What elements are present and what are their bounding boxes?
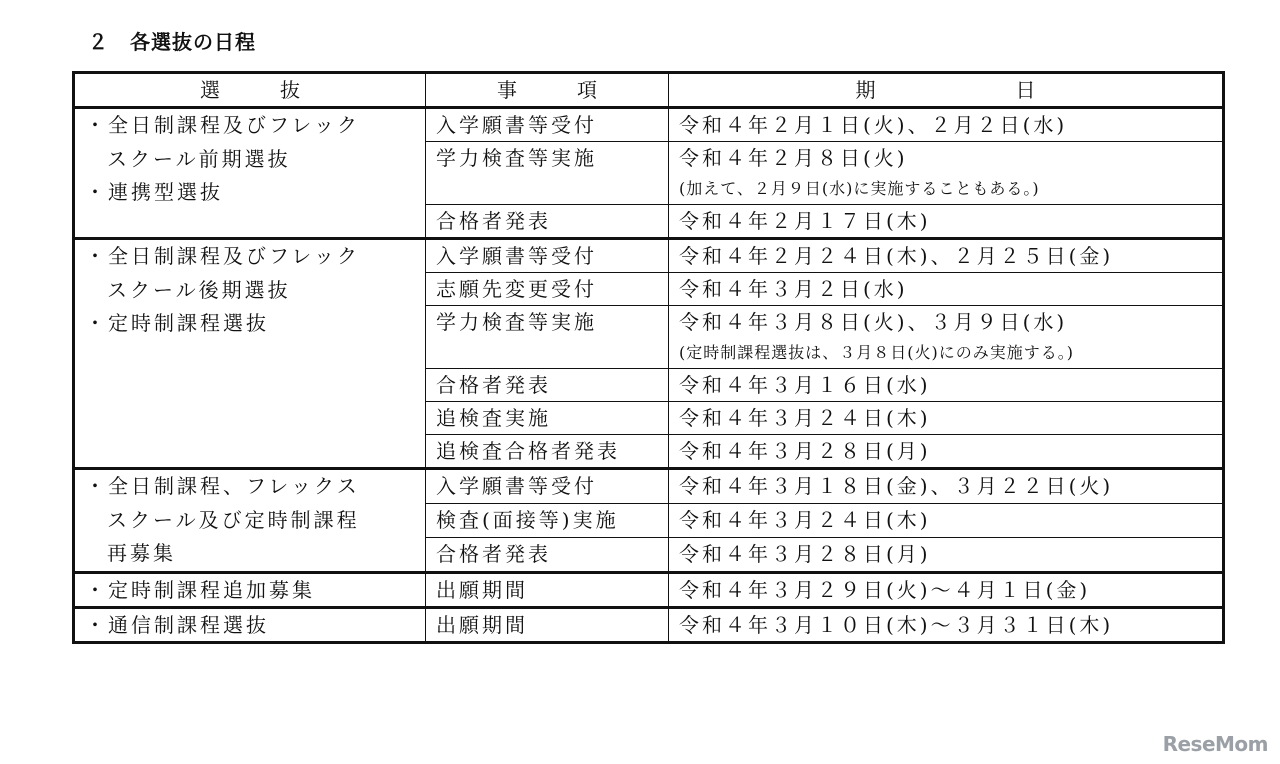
item-cell: 出願期間: [426, 607, 669, 642]
date-note: (加えて、２月９日(水)に実施することもある。): [679, 179, 1040, 198]
item-cell: 出願期間: [426, 572, 669, 607]
resemom-watermark-logo: ReseMom: [1162, 732, 1268, 756]
selection-line: 再募集: [107, 541, 176, 565]
date-cell: 令和４年３月２４日(木): [669, 402, 1224, 435]
header-date: 期 日: [669, 73, 1224, 108]
table-row: [74, 108, 1224, 142]
table-row: [74, 607, 1224, 642]
date-cell: [669, 142, 1224, 205]
table-row: [74, 572, 1224, 607]
date-cell: 令和４年３月２８日(月): [669, 537, 1224, 572]
item-cell: 合格者発表: [426, 205, 669, 239]
date-cell: 令和４年３月１８日(金)、３月２２日(火): [669, 469, 1224, 504]
selection-line: ・全日制課程、フレックス: [85, 474, 360, 498]
selection-line: スクール前期選抜: [107, 146, 291, 171]
selection-line: スクール及び定時制課程: [107, 507, 360, 532]
date-cell: 令和４年３月１６日(水): [669, 369, 1224, 402]
item-cell: 合格者発表: [426, 369, 669, 402]
selection-line: スクール後期選抜: [107, 277, 291, 302]
selection-line: ・定時制課程選抜: [85, 311, 269, 335]
section-heading: ２ 各選抜の日程: [88, 30, 256, 54]
item-cell: 合格者発表: [426, 537, 669, 572]
selection-cell: [74, 469, 426, 573]
header-item: 事 項: [426, 73, 669, 108]
date-text: 令和４年２月８日(火): [679, 146, 908, 170]
table-row: [74, 469, 1224, 504]
date-cell: 令和４年２月１日(火)、２月２日(水): [669, 108, 1224, 142]
selection-line: ・定時制課程追加募集: [85, 577, 315, 602]
table-row: [74, 239, 1224, 273]
date-cell: 令和４年２月１７日(木): [669, 205, 1224, 239]
selection-schedule-table: [72, 71, 1225, 644]
date-cell: 令和４年３月１０日(木)～３月３１日(木): [669, 607, 1224, 642]
item-cell: 入学願書等受付: [426, 469, 669, 504]
item-cell: 検査(面接等)実施: [426, 503, 669, 537]
table-header-row: [74, 73, 1224, 108]
item-cell: 学力検査等実施: [426, 142, 669, 205]
date-cell: [669, 306, 1224, 369]
selection-cell: [74, 607, 426, 642]
selection-line: ・全日制課程及びフレック: [85, 244, 360, 268]
date-cell: 令和４年３月２９日(火)～４月１日(金): [669, 572, 1224, 607]
date-note: (定時制課程選抜は、３月８日(火)にのみ実施する。): [679, 343, 1074, 362]
item-cell: 入学願書等受付: [426, 108, 669, 142]
date-text: 令和４年３月８日(火)、３月９日(水): [679, 310, 1068, 334]
header-selection: 選 抜: [74, 73, 426, 108]
selection-line: ・連携型選抜: [85, 180, 223, 204]
item-cell: 学力検査等実施: [426, 306, 669, 369]
date-cell: 令和４年２月２４日(木)、２月２５日(金): [669, 239, 1224, 273]
selection-cell: [74, 108, 426, 239]
item-cell: 追検査実施: [426, 402, 669, 435]
date-cell: 令和４年３月２８日(月): [669, 435, 1224, 469]
selection-line: ・通信制課程選抜: [85, 612, 269, 637]
selection-cell: [74, 239, 426, 469]
item-cell: 追検査合格者発表: [426, 435, 669, 469]
date-cell: 令和４年３月２４日(木): [669, 503, 1224, 537]
selection-cell: [74, 572, 426, 607]
item-cell: 入学願書等受付: [426, 239, 669, 273]
date-cell: 令和４年３月２日(水): [669, 273, 1224, 306]
item-cell: 志願先変更受付: [426, 273, 669, 306]
selection-line: ・全日制課程及びフレック: [85, 113, 360, 137]
